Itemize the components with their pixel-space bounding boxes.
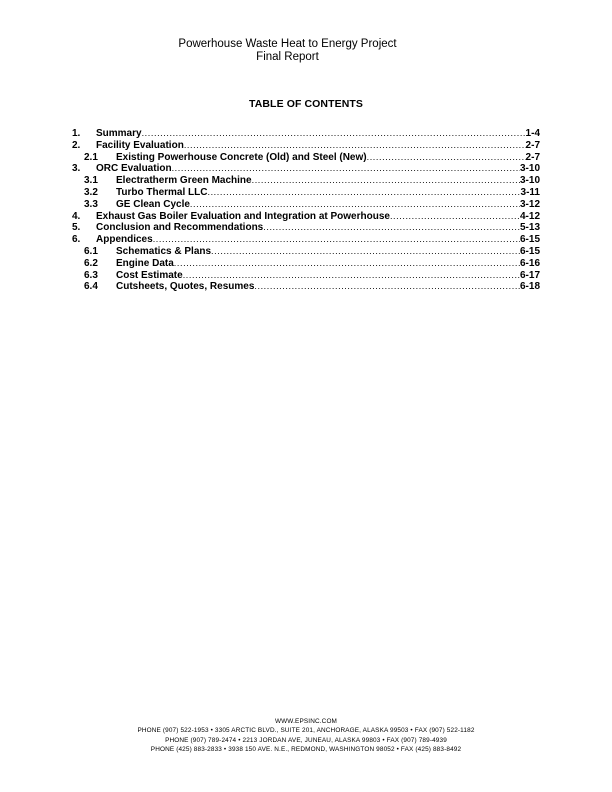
toc-entry-title: Cost Estimate — [116, 269, 183, 281]
footer-address-anchorage: PHONE (907) 522-1953 • 3305 ARCTIC BLVD., SUITE 201, ANCHORAGE, ALASKA 99503 • FAX (907) 522-1182 — [137, 727, 475, 735]
footer-address-redmond: PHONE (425) 883-2833 • 3938 150 AVE. N.E., REDMOND, WASHINGTON 98052 • FAX (425) 883-8492 — [150, 745, 462, 753]
toc-entry[interactable] — [72, 222, 540, 234]
toc-entry-number: 2.1 — [84, 151, 98, 163]
toc-entry[interactable] — [72, 175, 540, 187]
toc-entry-title: Facility Evaluation — [96, 139, 184, 151]
toc-entry-number: 3.3 — [84, 198, 98, 210]
toc-entry-page: 3-10 — [519, 175, 540, 187]
toc-dot-leader — [263, 222, 520, 234]
toc-entry-title: Schematics & Plans — [116, 245, 212, 257]
toc-entry[interactable] — [72, 246, 540, 258]
toc-dot-leader — [183, 270, 520, 282]
toc-entry-leader-line — [96, 234, 540, 246]
toc-dot-leader — [254, 281, 520, 293]
toc-dot-leader — [252, 175, 520, 187]
toc-dot-leader — [142, 128, 526, 140]
toc-entry-leader-line — [96, 211, 540, 223]
toc-heading: TABLE OF CONTENTS — [248, 98, 364, 110]
toc-entry-number: 2. — [72, 139, 81, 151]
toc-dot-leader — [153, 234, 520, 246]
project-title: Powerhouse Waste Heat to Energy Project — [178, 38, 397, 50]
report-subtitle: Final Report — [256, 51, 319, 63]
toc-entry[interactable] — [72, 152, 540, 164]
toc-entry[interactable] — [72, 140, 540, 152]
toc-entry-leader-line — [116, 152, 540, 164]
toc-entry-leader-line — [96, 128, 540, 140]
toc-entry-title: GE Clean Cycle — [116, 198, 190, 210]
toc-entry-title: Electratherm Green Machine — [116, 175, 252, 187]
toc-entry-title: Exhaust Gas Boiler Evaluation and Integration at Powerhouse — [96, 210, 390, 222]
toc-entry-title: Appendices — [96, 234, 153, 246]
toc-entry-title: Existing Powerhouse Concrete (Old) and Steel (New) — [116, 151, 367, 163]
toc-dot-leader — [174, 258, 520, 270]
toc-entry-number: 1. — [72, 128, 81, 139]
toc-entry-number: 6.1 — [84, 245, 98, 257]
toc-entry-page: 2-7 — [525, 139, 540, 151]
footer-website: WWW.EPSINC.COM — [274, 718, 338, 725]
toc-dot-leader — [184, 140, 526, 152]
toc-entry-number: 5. — [72, 222, 81, 234]
document-header — [0, 38, 575, 64]
toc-entry-leader-line — [96, 222, 540, 234]
toc-entry-page: 1-4 — [525, 128, 540, 139]
toc-entry-page: 3-12 — [519, 198, 540, 210]
toc-entry-page: 2-7 — [525, 151, 540, 163]
toc-entry-leader-line — [116, 281, 540, 293]
toc-entry-leader-line — [116, 199, 540, 211]
toc-entry-page: 3-10 — [519, 163, 540, 175]
toc-entry-number: 3.2 — [84, 186, 98, 198]
toc-entry-leader-line — [96, 140, 540, 152]
toc-dot-leader — [190, 199, 520, 211]
document-footer — [0, 717, 612, 754]
toc-entry-number: 4. — [72, 210, 81, 222]
toc-dot-leader — [211, 246, 520, 258]
toc-dot-leader — [172, 163, 520, 175]
toc-entry-page: 6-18 — [519, 281, 540, 293]
toc-entry[interactable] — [72, 163, 540, 175]
toc-entry-page: 6-17 — [519, 269, 540, 281]
toc-entry-page: 6-16 — [519, 257, 540, 269]
toc-entry-title: Cutsheets, Quotes, Resumes — [116, 281, 255, 293]
toc-entry-page: 3-11 — [520, 186, 540, 198]
toc-entry-number: 6.3 — [84, 269, 98, 281]
toc-entry-number: 6.2 — [84, 257, 98, 269]
toc-entry-page: 4-12 — [519, 210, 540, 222]
footer-address-juneau: PHONE (907) 789-2474 • 2213 JORDAN AVE, JUNEAU, ALASKA 99803 • FAX (907) 789-4939 — [165, 736, 447, 744]
toc-entry[interactable] — [72, 258, 540, 270]
toc-entry[interactable] — [72, 199, 540, 211]
toc-entry-page: 6-15 — [519, 245, 540, 257]
table-of-contents — [72, 128, 540, 293]
toc-entry[interactable] — [72, 128, 540, 140]
toc-entry-number: 3.1 — [84, 175, 98, 187]
toc-entry-leader-line — [116, 175, 540, 187]
toc-entry-title: Conclusion and Recommendations — [96, 222, 264, 234]
toc-entry-number: 6. — [72, 234, 81, 246]
toc-entry[interactable] — [72, 234, 540, 246]
toc-entry-number: 3. — [72, 163, 81, 175]
toc-entry-title: Engine Data — [116, 257, 174, 269]
toc-dot-leader — [390, 211, 520, 223]
toc-entry[interactable] — [72, 187, 540, 199]
toc-entry-page: 6-15 — [519, 234, 540, 246]
toc-entry-number: 6.4 — [84, 281, 98, 293]
toc-entry-leader-line — [116, 246, 540, 258]
toc-dot-leader — [207, 187, 520, 199]
toc-entry-leader-line — [116, 258, 540, 270]
toc-entry-title: Turbo Thermal LLC — [116, 186, 208, 198]
toc-entry-leader-line — [96, 163, 540, 175]
toc-entry-page: 5-13 — [519, 222, 540, 234]
toc-dot-leader — [367, 152, 526, 164]
toc-entry-title: ORC Evaluation — [96, 163, 172, 175]
toc-entry-title: Summary — [96, 128, 142, 139]
toc-entry-leader-line — [116, 187, 540, 199]
toc-entry-leader-line — [116, 270, 540, 282]
toc-entry[interactable] — [72, 281, 540, 293]
toc-entry[interactable] — [72, 270, 540, 282]
toc-entry[interactable] — [72, 211, 540, 223]
